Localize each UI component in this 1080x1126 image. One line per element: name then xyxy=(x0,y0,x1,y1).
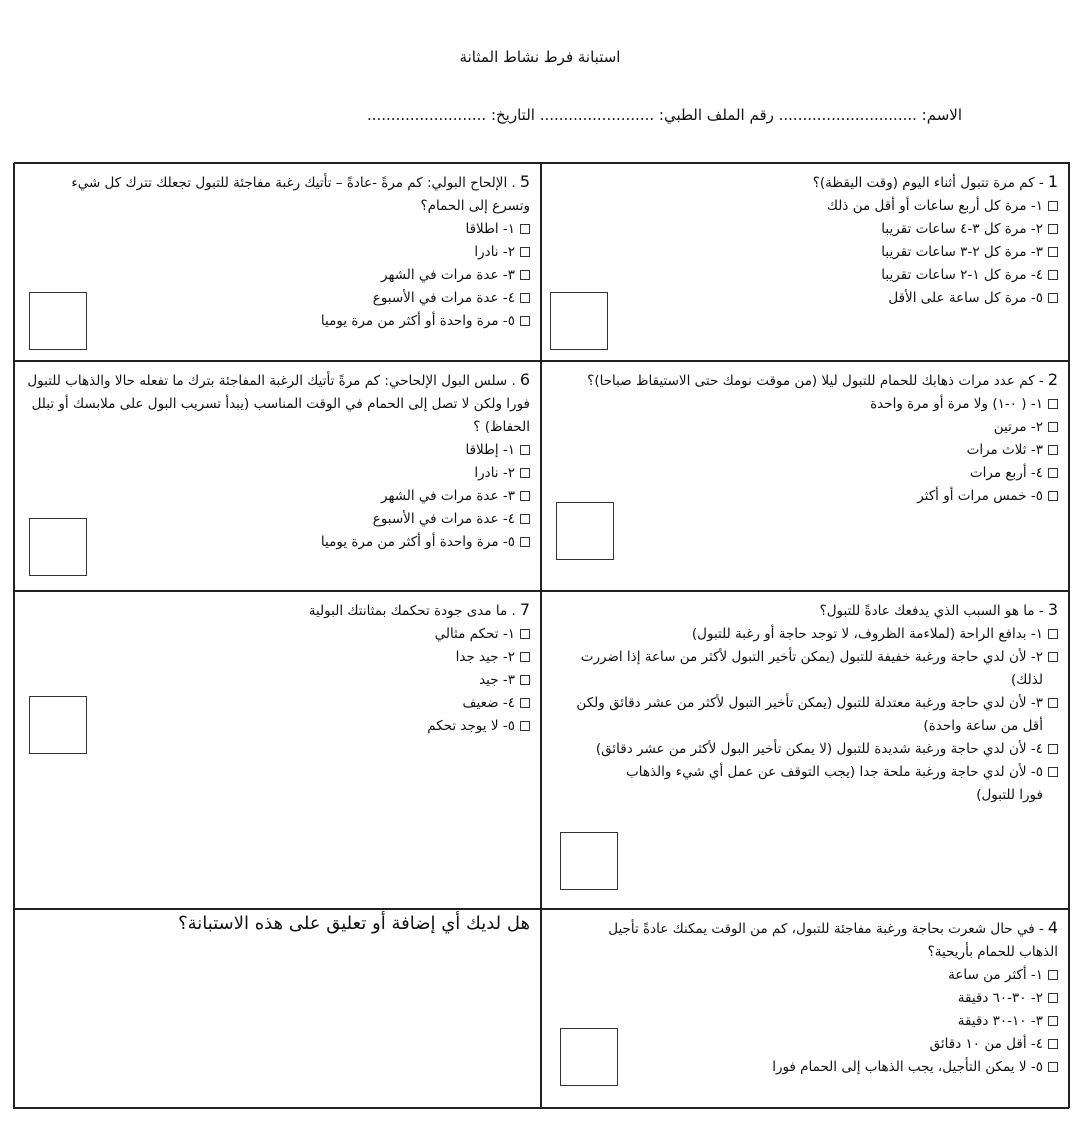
checkbox-icon[interactable] xyxy=(1048,698,1058,708)
checkbox-icon[interactable] xyxy=(520,270,530,280)
question-7-cell xyxy=(13,591,541,909)
question-5-cell xyxy=(13,163,541,361)
question-1-text: 1- كم مرة تتبول أثناء اليوم (وقت اليقظة)؟ xyxy=(812,172,1058,191)
checkbox-icon[interactable] xyxy=(1048,224,1058,234)
checkbox-icon[interactable] xyxy=(1048,491,1058,501)
question-5-text: 5. الإلحاح البولي: كم مرةً -عادةً – تأتيك رغبة مفاجئة للتبول تجعلك تترك كل شيء وتسرع إلى الحمام؟ xyxy=(71,172,530,214)
question-5-score-box[interactable] xyxy=(29,292,87,350)
checkbox-icon[interactable] xyxy=(520,491,530,501)
question-6-option-5[interactable]: ٥- مرة واحدة أو أكثر من مرة يوميا xyxy=(24,531,530,554)
question-6-score-box[interactable] xyxy=(29,518,87,576)
checkbox-icon[interactable] xyxy=(520,721,530,731)
checkbox-icon[interactable] xyxy=(1048,270,1058,280)
question-2-score-box[interactable] xyxy=(556,502,614,560)
question-2-option-3[interactable]: ٣- ثلاث مرات xyxy=(552,439,1058,462)
question-4-score-box[interactable] xyxy=(560,1028,618,1086)
questionnaire-table xyxy=(14,162,1070,1108)
question-2-option-5[interactable]: ٥- خمس مرات أو أكثر xyxy=(552,485,1058,508)
question-1-option-1[interactable]: ١- مرة كل أربع ساعات أو أقل من ذلك xyxy=(552,195,1058,218)
question-7-text: 7. ما مدى جودة تحكمك بمثانتك البولية xyxy=(308,600,530,619)
question-1-option-4[interactable]: ٤- مرة كل ١-٢ ساعات تقريبا xyxy=(552,264,1058,287)
question-7-option-1[interactable]: ١- تحكم مثالي xyxy=(24,623,530,646)
question-1-option-3[interactable]: ٣- مرة كل ٢-٣ ساعات تقريبا xyxy=(552,241,1058,264)
question-4-option-3[interactable]: ٣- ١٠-٣٠ دقيقة xyxy=(552,1010,1058,1033)
checkbox-icon[interactable] xyxy=(520,652,530,662)
checkbox-icon[interactable] xyxy=(520,675,530,685)
checkbox-icon[interactable] xyxy=(520,514,530,524)
question-2-text: 2- كم عدد مرات ذهابك للحمام للتبول ليلا (من موقت نومك حتى الاستيقاظ صباحا)؟ xyxy=(587,370,1058,389)
question-3-cell xyxy=(541,591,1069,909)
checkbox-icon[interactable] xyxy=(520,224,530,234)
question-5-option-1[interactable]: ١- اطلاقا xyxy=(24,218,530,241)
question-2-cell xyxy=(541,361,1069,591)
checkbox-icon[interactable] xyxy=(1048,247,1058,257)
question-2-option-1[interactable]: ١- ( ٠-١) ولا مرة أو مرة واحدة xyxy=(552,393,1058,416)
question-2-option-2[interactable]: ٢- مرتين xyxy=(552,416,1058,439)
question-3-text: 3- ما هو السبب الذي يدفعك عادةً للتبول؟ xyxy=(819,600,1058,619)
checkbox-icon[interactable] xyxy=(520,316,530,326)
question-7-option-5[interactable]: ٥- لا يوجد تحكم xyxy=(24,715,530,738)
checkbox-icon[interactable] xyxy=(1048,652,1058,662)
checkbox-icon[interactable] xyxy=(520,247,530,257)
question-2-option-4[interactable]: ٤- أربع مرات xyxy=(552,462,1058,485)
question-5-option-3[interactable]: ٣- عدة مرات في الشهر xyxy=(24,264,530,287)
question-7-option-2[interactable]: ٢- جيد جدا xyxy=(24,646,530,669)
question-4-option-5[interactable]: ٥- لا يمكن التأجيل، يجب الذهاب إلى الحمام فورا xyxy=(552,1056,1058,1079)
checkbox-icon[interactable] xyxy=(1048,445,1058,455)
question-1-option-2[interactable]: ٢- مرة كل ٣-٤ ساعات تقريبا xyxy=(552,218,1058,241)
question-4-cell xyxy=(541,909,1069,1109)
checkbox-icon[interactable] xyxy=(520,468,530,478)
checkbox-icon[interactable] xyxy=(1048,468,1058,478)
question-1-option-5[interactable]: ٥- مرة كل ساعة على الأقل xyxy=(552,287,1058,310)
question-7-option-3[interactable]: ٣- جيد xyxy=(24,669,530,692)
checkbox-icon[interactable] xyxy=(1048,1062,1058,1072)
question-4-option-4[interactable]: ٤- أقل من ١٠ دقائق xyxy=(552,1033,1058,1056)
question-6-cell xyxy=(13,361,541,591)
question-6-text: 6. سلس البول الإلحاحي: كم مرةً تأتيك الرغبة المفاجئة بترك ما تفعله حالا والذهاب للتبول فورا ولكن لا تصل إلى الحمام في الوقت المناسب (يبدأ تسريب البول على ملابسك أو تبلل الحفاظ) ؟ xyxy=(27,370,530,435)
question-6-option-2[interactable]: ٢- نادرا xyxy=(24,462,530,485)
comments-prompt: هل لديك أي إضافة أو تعليق على هذه الاستبانة؟ xyxy=(178,913,530,934)
checkbox-icon[interactable] xyxy=(1048,422,1058,432)
comments-cell[interactable] xyxy=(13,909,541,1109)
checkbox-icon[interactable] xyxy=(1048,767,1058,777)
checkbox-icon[interactable] xyxy=(1048,629,1058,639)
checkbox-icon[interactable] xyxy=(1048,970,1058,980)
question-7-score-box[interactable] xyxy=(29,696,87,754)
checkbox-icon[interactable] xyxy=(1048,1039,1058,1049)
checkbox-icon[interactable] xyxy=(520,698,530,708)
checkbox-icon[interactable] xyxy=(1048,399,1058,409)
question-4-option-2[interactable]: ٢- ٣٠-٦٠ دقيقة xyxy=(552,987,1058,1010)
question-3-option-5[interactable]: ٥- لأن لدي حاجة ورغبة ملحة جدا (يجب التوقف عن عمل أي شيء والذهاب فورا للتبول) xyxy=(552,761,1058,807)
question-1-cell xyxy=(541,163,1069,361)
question-3-option-4[interactable]: ٤- لأن لدي حاجة ورغبة شديدة للتبول (لا يمكن تأخير البول لأكثر من عشر دقائق) xyxy=(552,738,1058,761)
checkbox-icon[interactable] xyxy=(1048,201,1058,211)
checkbox-icon[interactable] xyxy=(520,629,530,639)
checkbox-icon[interactable] xyxy=(1048,293,1058,303)
question-4-text: 4- في حال شعرت بحاجة ورغبة مفاجئة للتبول، كم من الوقت يمكنك عادةً تأجيل الذهاب للحمام بأريحية؟ xyxy=(608,918,1058,960)
checkbox-icon[interactable] xyxy=(520,293,530,303)
question-4-option-1[interactable]: ١- أكثر من ساعة xyxy=(552,964,1058,987)
question-5-option-5[interactable]: ٥- مرة واحدة أو أكثر من مرة يوميا xyxy=(24,310,530,333)
question-3-score-box[interactable] xyxy=(560,832,618,890)
question-6-option-1[interactable]: ١- إطلاقا xyxy=(24,439,530,462)
question-7-option-4[interactable]: ٤- ضعيف xyxy=(24,692,530,715)
checkbox-icon[interactable] xyxy=(1048,744,1058,754)
page-title: استبانة فرط نشاط المثانة xyxy=(459,48,621,66)
checkbox-icon[interactable] xyxy=(1048,1016,1058,1026)
question-5-option-4[interactable]: ٤- عدة مرات في الأسبوع xyxy=(24,287,530,310)
question-6-option-4[interactable]: ٤- عدة مرات في الأسبوع xyxy=(24,508,530,531)
question-3-option-2[interactable]: ٢- لأن لدي حاجة ورغبة خفيفة للتبول (يمكن تأخير التبول لأكثر من ساعة إذا اضررت لذلك) xyxy=(552,646,1058,692)
checkbox-icon[interactable] xyxy=(1048,993,1058,1003)
question-1-score-box[interactable] xyxy=(550,292,608,350)
question-5-option-2[interactable]: ٢- نادرا xyxy=(24,241,530,264)
patient-info-line: الاسم: ............................. رقم الملف الطبي: ........................ التاريخ: ......................... xyxy=(366,106,962,124)
question-3-option-3[interactable]: ٣- لأن لدي حاجة ورغبة معتدلة للتبول (يمكن تأخير التبول لأكثر من عشر دقائق ولكن أقل من ساعة واحدة) xyxy=(552,692,1058,738)
question-3-option-1[interactable]: ١- بدافع الراحة (لملاءمة الظروف، لا توجد حاجة أو رغبة للتبول) xyxy=(552,623,1058,646)
checkbox-icon[interactable] xyxy=(520,445,530,455)
question-6-option-3[interactable]: ٣- عدة مرات في الشهر xyxy=(24,485,530,508)
checkbox-icon[interactable] xyxy=(520,537,530,547)
